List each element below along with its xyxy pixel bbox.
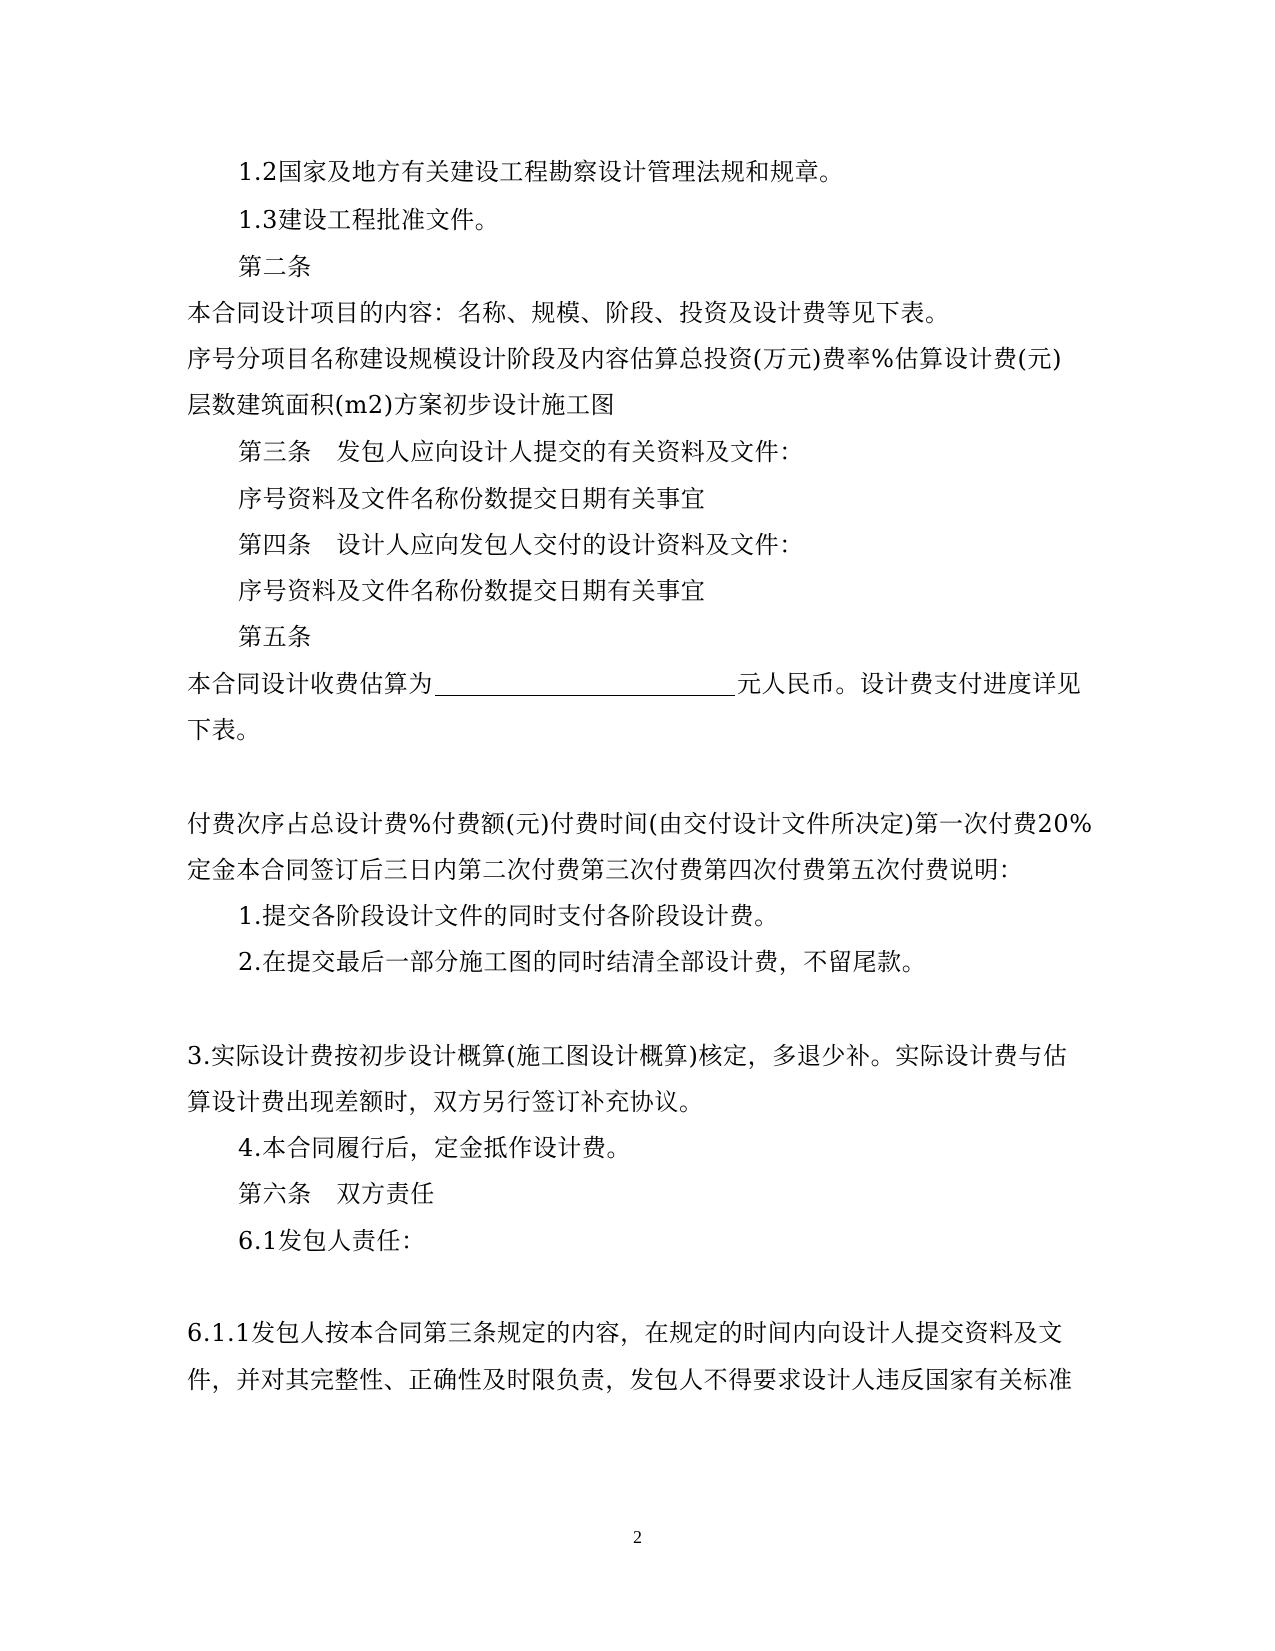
clause-6-1-heading: 6.1发包人责任：: [238, 1227, 426, 1255]
payment-table-header-line-1: 付费次序占总设计费%付费额(元)付费时间(由交付设计文件所决定)第一次付费20%: [187, 810, 1093, 838]
fee-estimate-continuation: 下表。: [187, 716, 261, 744]
clause-1-3: 1.3建设工程批准文件。: [238, 206, 500, 234]
clause-1-2: 1.2国家及地方有关建设工程勘察设计管理法规和规章。: [238, 158, 844, 186]
article-2-heading: 第二条: [238, 253, 312, 281]
payment-note-4: 4.本合同履行后，定金抵作设计费。: [238, 1134, 632, 1162]
fee-estimate-suffix: 元人民币。设计费支付进度详见: [737, 670, 1082, 698]
article-2-text: 本合同设计项目的内容：名称、规模、阶段、投资及设计费等见下表。: [187, 299, 950, 327]
fee-amount-blank[interactable]: [435, 671, 735, 696]
clause-6-1-1-line-1: 6.1.1发包人按本合同第三条规定的内容，在规定的时间内向设计人提交资料及文: [187, 1319, 1063, 1347]
article-5-heading: 第五条: [238, 623, 312, 651]
payment-note-3-line-2: 算设计费出现差额时，双方另行签订补充协议。: [187, 1088, 704, 1116]
article-3-table-header: 序号资料及文件名称份数提交日期有关事宜: [238, 485, 706, 513]
payment-note-3-line-1: 3.实际设计费按初步设计概算(施工图设计概算)核定，多退少补。实际设计费与估: [187, 1042, 1068, 1070]
article-4-heading: 第四条 设计人应向发包人交付的设计资料及文件：: [238, 531, 804, 559]
fee-estimate-prefix: 本合同设计收费估算为: [187, 670, 433, 698]
clause-6-1-1-line-2: 件，并对其完整性、正确性及时限负责，发包人不得要求设计人违反国家有关标准: [187, 1366, 1073, 1394]
project-table-header-line-1: 序号分项目名称建设规模设计阶段及内容估算总投资(万元)费率%估算设计费(元): [187, 345, 1063, 373]
project-table-header-line-2: 层数建筑面积(m2)方案初步设计施工图: [187, 391, 616, 419]
payment-note-2: 2.在提交最后一部分施工图的同时结清全部设计费，不留尾款。: [238, 948, 927, 976]
article-3-heading: 第三条 发包人应向设计人提交的有关资料及文件：: [238, 438, 804, 466]
payment-note-1: 1.提交各阶段设计文件的同时支付各阶段设计费。: [238, 902, 779, 930]
page-number: 2: [633, 1527, 642, 1547]
article-6-heading: 第六条 双方责任: [238, 1180, 435, 1208]
payment-table-header-line-2: 定金本合同签订后三日内第二次付费第三次付费第四次付费第五次付费说明：: [187, 856, 1024, 884]
fee-estimate-line: [187, 668, 1081, 700]
article-4-table-header: 序号资料及文件名称份数提交日期有关事宜: [238, 577, 706, 605]
